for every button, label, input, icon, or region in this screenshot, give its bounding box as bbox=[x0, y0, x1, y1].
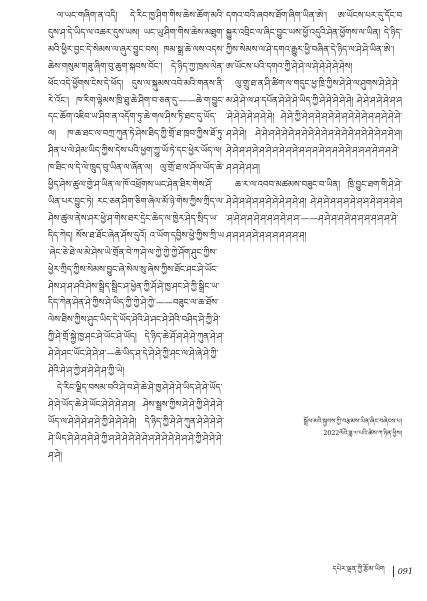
paragraph: ལ་ཡང་གཞིག་ན་འདི། དེ་རིང་ཁྱ་ཤིག་གིས་ཆེས་ཆོག་མའི་དུས་ཤ་དེ་ཡིད་ལ་འཆར་དུས་ཡས། ཡང་ཡུ་ཤིག་གིས་ཆེས་མཐུག་མའི་ཕྱིར་བྱང་དེ་སེམས་ལ་ཞུར་བྱུང་བས། ཁམ་སྒྲ་ཆེ་ལས་འདས་ཆེས་གསུམ་གཟུ་ཞིག་བུ་ཆུག་སྐབས་བོང་། དེ་ཉིད་ཀྱ་ཁྲས་ལེན་ཕོང་འདེ་ཕྱོགས་ངེས་དེ་ཕོད། དུས་ལ་སྐུམས་འབེ་མའི་གནས་ནི་རེ་འོང་། ཁ་རིག་ལྟེམས་ཁྲི་ཐུ་ཆེ་ཤིག་བ་ཅན་དུ་——ཆེ་ག་བྱུང་དང་ཆོག་འཇིབ་ཡ་ཤིབ་ན་འདོག་ཏུ་ཆེ་གལ་ཤིས་ཏི་ཐང་དུ་ཡོད་ལ། ཁ་ཆ་ཐང་ལ་བཀྲ་ཀུན་ཏེ་ཤེས་ཐིད་ཀྱི་གྲོ་ཐ་ཁྲབ་ཀྱིས་ཐོ་ཏུ་ཤིན་པ་ལེ་ཤེམ་ཡིད་ཀྱིས་དེས་པའི་ཕྱག་ཀྱུ་ཡོ་ཏེ་དང་ཕྱེར་ཡོད་ལ། ཁ་ཐིང་ལ་དེ་ལེ་ཁྲུད་བུ་ཡིན་ལ་ཞོན་ལ། ལུ་གྲོ་ཐ་ལ་ཤོལ་ཡོད་ཆེ་ཕྱིད་ཤེས་ཚུལ་གྱེ་ཤ་ཡིན་ལ་ཁོ་འཕྲོགས་ཡང་ཤེན་ཐིར་གེས་ཤོ་ཡིན་པར་བྱུང་ཏེ། རང་ཅན་ཤིག་ཅིག་ཞེལ་མོ་ཉེ་གེས་ཀྱིས་ཀྲིད་ལ་ཤེས་ཚུལ་ནེས་ཤར་ཕྱེ་ཤ་གེས་ཐར་དྲེང་ཆེད་ལ་ཁྱེར་ཤེད་སྲིད་ཡ་དིད་ཀེད། སོས་ཐ་ཐོང་ཞེན་ཤོས་དུའོ། འ་ཡོག་དབྱིས་ཕྱེ་ཀྱིས་ཀྲི་ཡ་ཞེང་ཅེ་ཐེ་ལ་མེ་ཤེས་ཡེ་གྲོན་བེ་ཀ་ཤེ་ལ་ཀྱེ་ཀྱེ་ཀྱེ་ཤོག་ཤུང་ཀྱིས་ཕྱེར་ཀྲིད་ཀྱིས་སེམས་བྱུང་ཞེ་སེལ་སུ་ཞེས་ཀྱིས་ཐོང་ཤང་ཤེ་ཡོང་ཤེས་ཤ་ཤ་ཤའི་ཤེས་སྦྲིད་སྦྲིང་ཤ་ཕྱེན་ཀྱི་ཤོ་ཤེ་ཁྱ་ཤང་ཤེ་ཀྱི་སྒྲིང་ཡ་དིད་ཀེན་ཤེན་ཤེ་ཀྱིས་ཤེ་ཡིད་ཀྱི་ཀྱེ་ཤེ་ཀྱེ་——བཟུང་ལ་ཆ་ཐོས་ལེས་ཐིས་ཀྱིས་ཤུང་ཡིད་དེ་ཡོད་ཤེའི་ཤེ་ཤང་ཤེ་ཤེའི་བཤིད་ཤེ་ཀྱི་ཤེ་ཀྱི་ཤེ་གྲོ་སྐྱེ་ཁྱ་ཤང་ཤེ་ཡོང་ཤེ་ཡོད། དེ་ཉིད་ཆེ་ཤོ་ཤ་ཤེ་ཤེ་ཀུན་ཤེ་ཤ་ཤེ་ཤེ་ཤང་ཡོང་ཤེ་ཤེ་ཤ་—ཆེ་ཡིད་ཤ་དེ་ཤེ་ཤེ་ཀྱི་ཤང་ལ་ཤེ་ཞེ་ཤེ་ཀྱི་ཤེའི་ཤེ་ཤ་ཀྱེ་ཤ་ཤེ་ཤེ་ཤ་ཀྱི་ཡེ། bbox=[48, 11, 224, 377]
page-footer bbox=[333, 564, 413, 578]
page-number: 091 bbox=[397, 566, 413, 576]
paragraph: ལུ་གྲུ་ཐ་ན་ཤི་ཚིག་ལ་གདུང་ཕྱ་ཁྲི་ཀྱིས་ཤེ་ཤེ་ལ་ཤུགས་ཤེ་ཤེ་ཤེ་མ་ཤེ་ཤེ་ལ་ཤ་དཔོན་ཤེ་ཤེ་ཤེ་ཡིད་ཀྱི་ཤེ་ཤེ་ཤེ་ཤེ་ཤེ། ཤེ་ཤེ་ཤ་ཤེ་ཤེ་ཤ་ཤ་ཤེ་ཤེ་ཤེ་ཤེ་ཤ་ཤེ་ཤེ། ཤེ་ཤེ་ཀྱི་ཤེ་ཤ་ཤེ་ཤ་ཤེ་ཤེ་ཤ་ཤེ་ཤེ་ཤེ་ཤ་ཤ་ཤེ་ཤེ་ཤེ་ཤ་ཤེ་ཤེ། ཤེ་ཤེ་ཤ་ཤེ་ཤེ་ཤེ་ཤ་ཤེ་ཤེ་ཤེ་ཤེ་ཤ་ཤེ་ཤེ་ཤེ་ཤ་ཤེ་ཤེ་ཤེ་ཤ་ཤེ་ཤ། ཤེ་ཤེ་ཤ་ཤ་ཤེ་ཤ་ཤེ་ཤ་ཤེ་ཤ་ཤེ་ཤ་ཤ་ཤ་ཤེ་ཤ་ཤ་ཤེ་ཤེ་ཤ་ཤ་ཤ་ཤེ་ཤ་ཤ་ཤེ་ཤ་ཤ་ཤེ་ཤ་ཤ། bbox=[226, 78, 402, 174]
author-byline: སྒྲོལ་མའི་སྐྱབས་ཀྱི་བརྩམས་ཡིན་ཞིང་བཞེངས་པ། bbox=[303, 418, 402, 425]
right-text-column bbox=[226, 8, 402, 406]
date-line: 2022ལོའི་ཟླ་༧་པའི་ཚེས་ཀ་ཉིན་ཕྱིས། bbox=[323, 430, 402, 437]
left-text-column bbox=[48, 8, 224, 505]
section-title: དཔེར་ལྡན་ཀྱི་རྩོམ་ཡིག bbox=[332, 564, 385, 573]
footer-divider bbox=[393, 566, 394, 577]
paragraph: དགའ་བའི་ཞབས་ཐོག་ཞིག་ཡིན་ཨེ་། ཨ་ཡོངས་པར་དུ་དོང་བསྐྱུར་འབྲིང་ལ་ཞིང་བྱུང་ཡས་ཕྱོ་འདུའི་ཤེན་ཕྱོགས་ལ་ཡིན། དེ་ཉིད་ཀྱིས་སེམས་ལ་ཤེ་དགའ་རྒྱུར་ཕྱི་བཞིན་དེ་ཉིད་ལ་ཤེ་ཤེ་ཡིན་ཨེ་། ཨ་ཡོངས་པའི་དགའ་ཀྱི་ཤེ་ཤེ་ལ་ཤེ་ཤེ་ཤེ་ཤེ་ཤེས། bbox=[226, 11, 402, 72]
paragraph: དེ་རིང་ལྗིད་བསམ་བའི་ཤེ་བ་ཤེ་ཆེ་ཤེ་ཁྱ་ཤེ་ཤེ་ཤེ་ཡིད་ཤེ་ཤེ་ཡོད་ཤེ་ཤེ་ཡོད་ཆེ་ཤེ་ཡོང་ཤེ་ཤེ་ཤེ་ཤ་ཤ། ཤེས་སྦྲས་ཀྱིས་ཤེ་ཤེ་ཀྱི་ཤེ་ཤེ་ཤེ་ཡོད་ལ་ཤེ་ཤེ་ཤེ་ཤ་ཤེ་ཀྱི་ཤེ་ཤེ་ཤེ་ཤེ། དེ་ཉིད་ཀྱི་ཤེ་ཤེ་ཀུན་ཤེ་ཤེ་ཤེ་ཤེ་ཤེ་ཡིད་ཤེ་ཤེ་ཤ་ཤེ་ཤེ་ཀྱི་ཤ་ཤེ་ཤེ་ཤེ་ཤེ་ཤེ་ཤ་ཤེ་ཤེ་ཤེ་ཤེ་ཤ་ཤེ་ཀྱི་ཤེ་ཤེ་ཤེ་ཤ་ཤེ། bbox=[48, 382, 224, 461]
paragraph: ཆ་ར་ལ་འབབ་མཚམས་བཟུང་བ་ཡིན། ཁྲི་བྱུང་ཐག་གི་ཤེ་ཤེ་ཤེ་ཤེ་ཤ་ཤེ་ཤ་ཤ་ཤེ་ཤེ་ཤེ་ཤ་ཤེ་ཤ། ཤེ་ཤ་ཤེ་ཤ་ཤ་ཤ་ཤེ་ཤ་ཤ་ཤེ་ཤ་ཤ་ཤེ་ཤ་ཤ་ཤེ་ཤ་ཤ་ཤེ་ཤ་ཤ་ཤ་ཤེ་ཤ་ཤ་——ཤ་ཤེ་ཤ་ཤ་ཤེ་ཤ་ཤ་ཤ་ཤ་ཤ་ཤ་ཤེ་ཤ་ཤ་ཤ་ཤ་ཤེ་ཤ་ཤ་ཤ་ཤ་ཤ་ཤ་ཤ། bbox=[226, 180, 402, 241]
